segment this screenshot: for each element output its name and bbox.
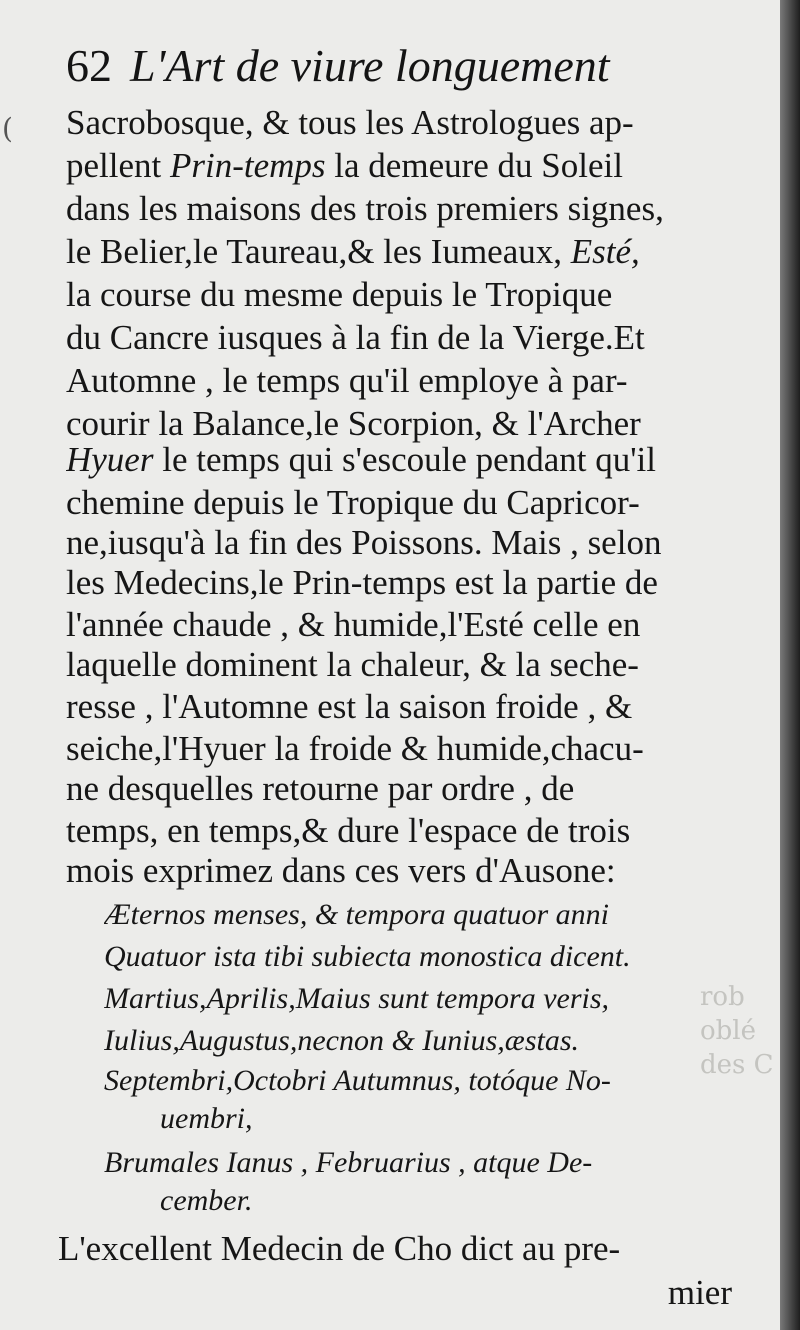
body-line: chemine depuis le Tropique du Capricor-: [66, 483, 640, 522]
body-line: ne,iusqu'à la fin des Poissons. Mais , selon: [66, 523, 662, 562]
italic-term: Prin-temps: [170, 146, 326, 185]
italic-term: Hyuer: [66, 440, 154, 479]
body-line: seiche,l'Hyuer la froide & humide,chacu-: [66, 729, 644, 768]
body-line: mois exprimez dans ces vers d'Ausone:: [66, 851, 616, 890]
verse-line: Quatuor ista tibi subiecta monostica dicent.: [104, 940, 631, 973]
verse-line: cember.: [160, 1184, 253, 1217]
body-line: [66, 437, 740, 482]
text-run: la demeure du Soleil: [325, 146, 623, 185]
body-line: la course du mesme depuis le Tropique: [66, 275, 613, 314]
body-line: [66, 229, 740, 274]
text-run: le temps qui s'escoule pendant qu'il: [153, 440, 656, 479]
verse-line: Martius,Aprilis,Maius sunt tempora veris,: [104, 982, 610, 1015]
page-gutter-shadow: [780, 0, 800, 1330]
body-line: courir la Balance,le Scorpion, & l'Archer: [66, 404, 641, 443]
body-line: L'excellent Medecin de Cho dict au pre-: [58, 1229, 621, 1268]
body-line: l'année chaude , & humide,l'Esté celle en: [66, 605, 641, 644]
body-line: ne desquelles retourne par ordre , de: [66, 769, 575, 808]
body-line: du Cancre iusques à la fin de la Vierge.Et: [66, 318, 645, 357]
verse-line: uembri,: [160, 1102, 253, 1135]
text-run: le Belier,le Taureau,& les Iumeaux,: [66, 232, 571, 271]
body-line: laquelle dominent la chaleur, & la seche-: [66, 645, 639, 684]
verse-line: Æternos menses, & tempora quatuor anni: [104, 898, 609, 931]
verse-line: Septembri,Octobri Autumnus, totóque No-: [104, 1064, 611, 1097]
margin-bracket-mark: (: [2, 112, 13, 145]
running-title: L'Art de viure longuement: [130, 40, 610, 91]
verse-line: Iulius,Augustus,necnon & Iunius,æstas.: [104, 1024, 580, 1057]
catchword: mier: [667, 1273, 732, 1312]
body-line: les Medecins,le Prin-temps est la partie de: [66, 563, 658, 602]
italic-term: Esté,: [570, 232, 640, 271]
body-line: [66, 143, 740, 188]
body-line: resse , l'Automne est la saison froide , &: [66, 687, 633, 726]
page-header: [66, 36, 726, 96]
bleed-through-shadow: rob oblé des C: [700, 982, 774, 1080]
body-line: temps, en temps,& dure l'espace de trois: [66, 811, 631, 850]
text-run: pellent: [66, 146, 170, 185]
body-line: dans les maisons des trois premiers signes,: [66, 189, 664, 228]
page-number: 62: [66, 40, 112, 91]
body-line: Sacrobosque, & tous les Astrologues ap-: [66, 103, 634, 142]
verse-line: Brumales Ianus , Februarius , atque De-: [104, 1146, 593, 1179]
body-line: Automne , le temps qu'il employe à par-: [66, 361, 628, 400]
